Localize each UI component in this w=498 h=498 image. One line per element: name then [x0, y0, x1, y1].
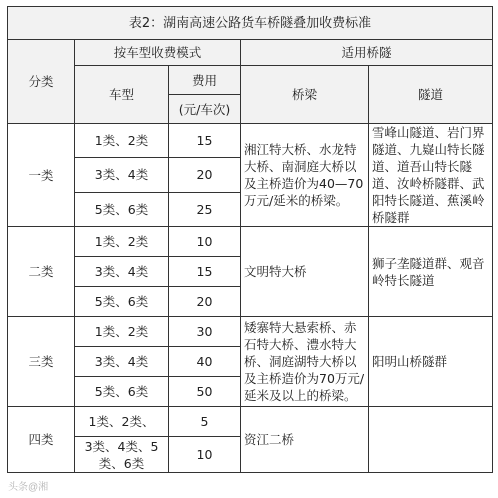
title-row: [8, 7, 493, 40]
table-title: 表2：湖南高速公路货车桥隧叠加收费标准: [8, 7, 493, 40]
fee-standard-table: [7, 6, 493, 473]
fee-cell: 50: [169, 377, 241, 407]
vehicle-cell: 3类、4类、5类、6类: [75, 437, 169, 473]
vehicle-cell: 5类、6类: [75, 287, 169, 317]
fee-cell: 15: [169, 124, 241, 158]
bridge-cell: 湘江特大桥、水龙特大桥、南洞庭大桥以及主桥造价为40—70万元/延米的桥梁。: [241, 124, 369, 227]
table-row: [8, 317, 493, 347]
fee-cell: 5: [169, 407, 241, 437]
vehicle-cell: 3类、4类: [75, 257, 169, 287]
bridge-cell: 文明特大桥: [241, 227, 369, 317]
vehicle-cell: 1类、2类、: [75, 407, 169, 437]
vehicle-cell: 1类、2类: [75, 227, 169, 257]
category-cell: 二类: [8, 227, 75, 317]
tunnel-cell: 雪峰山隧道、岩门界隧道、九嶷山特长隧道、道吾山特长隧道、汝岭桥隧群、武阳特长隧道、蕉溪岭桥隧群: [369, 124, 493, 227]
category-cell: 一类: [8, 124, 75, 227]
vehicle-cell: 1类、2类: [75, 124, 169, 158]
tunnel-cell: [369, 407, 493, 473]
fee-cell: 10: [169, 227, 241, 257]
vehicle-cell: 5类、6类: [75, 192, 169, 226]
bridge-cell: 矮寨特大悬索桥、赤石特大桥、澧水特大桥、洞庭湖特大桥以及主桥造价为70万元/延米及以上的桥梁。: [241, 317, 369, 407]
table-row: [8, 124, 493, 158]
table-row: [8, 227, 493, 257]
category-cell: 三类: [8, 317, 75, 407]
table-row: [8, 407, 493, 437]
header-applicable: 适用桥隧: [241, 40, 493, 66]
fee-cell: 30: [169, 317, 241, 347]
header-row-1: [8, 40, 493, 66]
header-bridge: 桥梁: [241, 66, 369, 124]
tunnel-cell: 狮子垄隧道群、观音岭特长隧道: [369, 227, 493, 317]
vehicle-cell: 3类、4类: [75, 347, 169, 377]
fee-cell: 25: [169, 192, 241, 226]
header-fee-unit: (元/车次): [169, 95, 241, 124]
fee-cell: 10: [169, 437, 241, 473]
header-charge-mode: 按车型收费模式: [75, 40, 241, 66]
header-vehicle-type: 车型: [75, 66, 169, 124]
vehicle-cell: 1类、2类: [75, 317, 169, 347]
category-cell: 四类: [8, 407, 75, 473]
tunnel-cell: 阳明山桥隧群: [369, 317, 493, 407]
fee-cell: 20: [169, 158, 241, 192]
vehicle-cell: 3类、4类: [75, 158, 169, 192]
header-fee: 费用: [169, 66, 241, 95]
header-category: 分类: [8, 40, 75, 124]
fee-cell: 20: [169, 287, 241, 317]
watermark: 头条@湘: [8, 482, 49, 493]
header-tunnel: 隧道: [369, 66, 493, 124]
fee-cell: 40: [169, 347, 241, 377]
vehicle-cell: 5类、6类: [75, 377, 169, 407]
fee-cell: 15: [169, 257, 241, 287]
bridge-cell: 资江二桥: [241, 407, 369, 473]
header-row-2: [8, 66, 493, 95]
